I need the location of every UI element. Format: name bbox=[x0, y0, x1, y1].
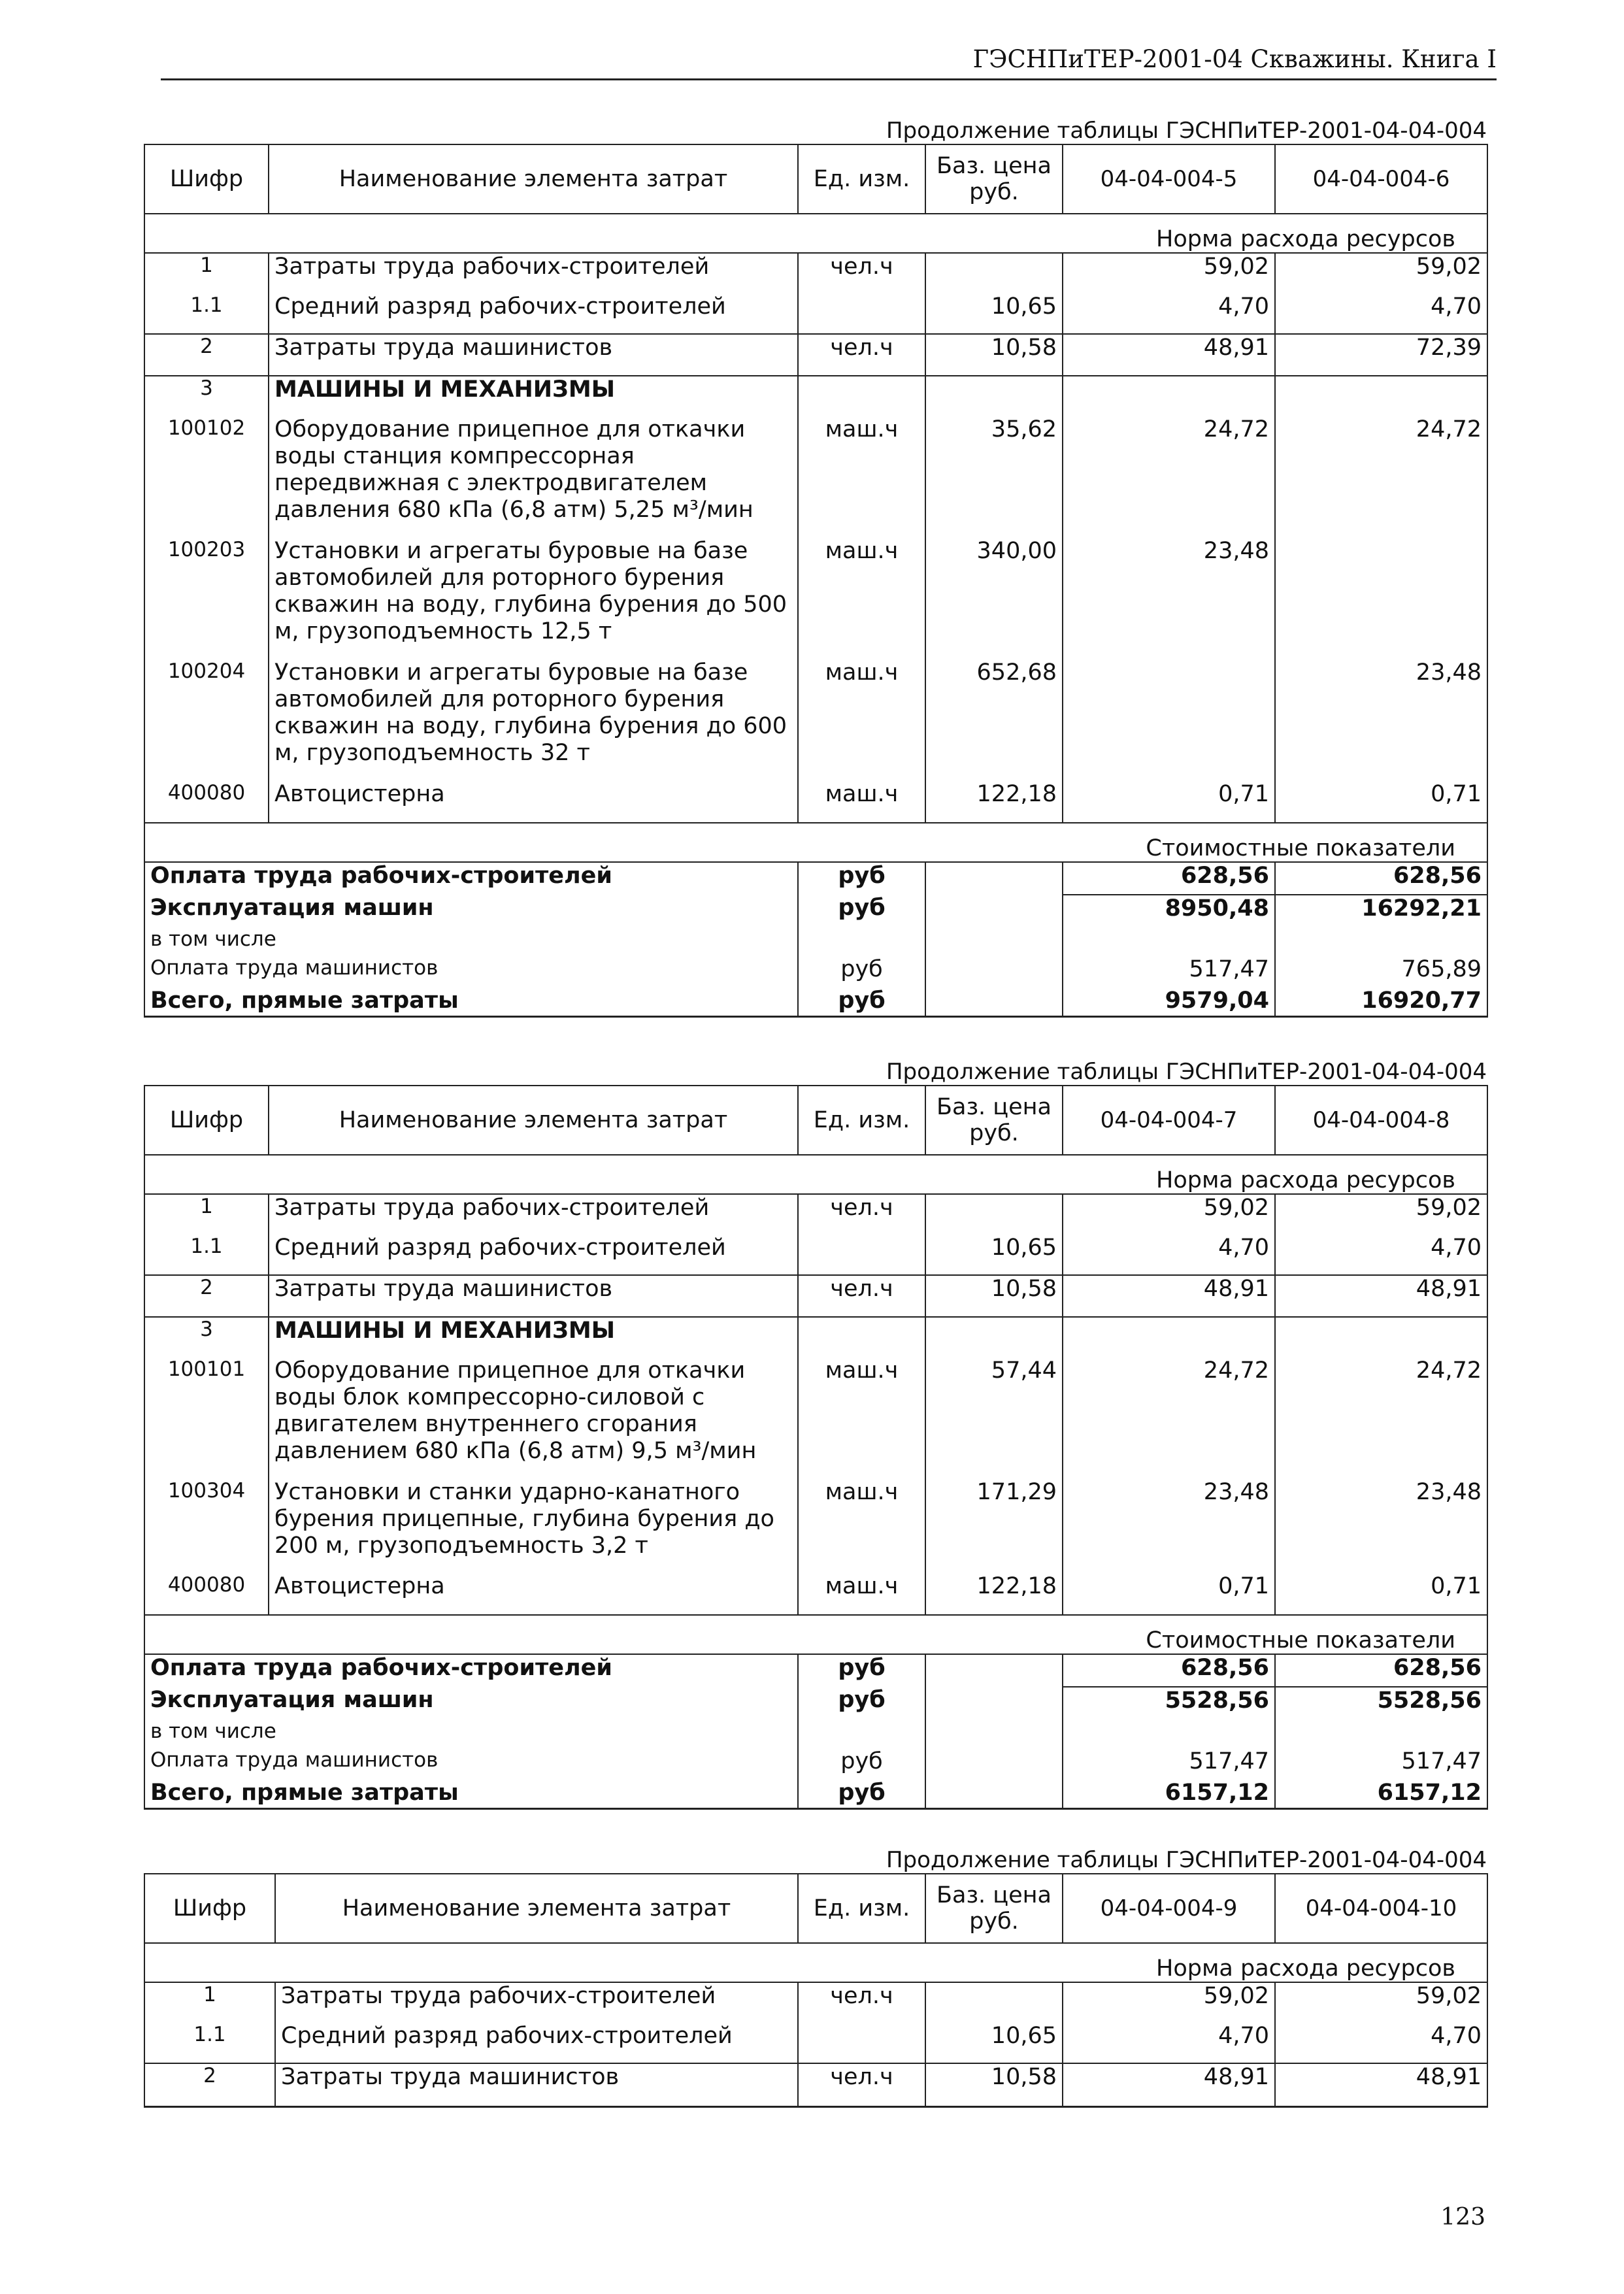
table-header-row bbox=[144, 144, 1487, 214]
table-row bbox=[144, 538, 1487, 659]
row-name: Оборудование прицепное для откачки воды станция компрессорная передвижная с электродвигателем давления 680 кПа (6,8 атм) 5,25 м³/мин bbox=[269, 416, 798, 538]
cost-row bbox=[144, 1687, 1487, 1720]
row-value-b: 48,91 bbox=[1275, 2063, 1487, 2106]
row-value-a: 23,48 bbox=[1063, 538, 1275, 659]
row-price: 10,65 bbox=[925, 1235, 1063, 1275]
row-value-a: 48,91 bbox=[1063, 2063, 1275, 2106]
row-value-b: 23,48 bbox=[1275, 659, 1487, 781]
row-unit: маш.ч bbox=[798, 781, 925, 823]
table-row bbox=[144, 1357, 1487, 1479]
row-price: 10,58 bbox=[925, 1275, 1063, 1317]
resource-table bbox=[144, 144, 1488, 1018]
row-unit: чел.ч bbox=[798, 1194, 925, 1235]
table-row bbox=[144, 2023, 1487, 2063]
cost-name: в том числе bbox=[144, 1720, 798, 1748]
row-code: 100102 bbox=[144, 416, 269, 538]
row-unit: маш.ч bbox=[798, 1573, 925, 1615]
row-code: 2 bbox=[144, 2063, 275, 2106]
row-name: Установки и агрегаты буровые на базе автомобилей для роторного бурения скважин на воду, глубина бурения до 500 м, грузоподъемность 12,5 т bbox=[269, 538, 798, 659]
cost-value-b: 628,56 bbox=[1275, 1654, 1487, 1687]
cost-value-a: 5528,56 bbox=[1063, 1687, 1275, 1720]
row-code: 1.1 bbox=[144, 2023, 275, 2063]
cost-section-row bbox=[144, 1615, 1487, 1654]
col-header-a: 04-04-004-7 bbox=[1063, 1086, 1275, 1155]
cost-name: в том числе bbox=[144, 927, 798, 956]
row-name: Затраты труда рабочих-строителей bbox=[269, 1194, 798, 1235]
machines-heading-row bbox=[144, 1317, 1487, 1357]
col-header-name: Наименование элемента затрат bbox=[275, 1874, 798, 1943]
row-price: 122,18 bbox=[925, 781, 1063, 823]
row-value-a: 59,02 bbox=[1063, 1194, 1275, 1235]
cost-unit: руб bbox=[798, 1748, 925, 1780]
cost-row bbox=[144, 1748, 1487, 1780]
col-header-unit: Ед. изм. bbox=[798, 1874, 925, 1943]
table-row bbox=[144, 293, 1487, 334]
col-header-a: 04-04-004-5 bbox=[1063, 144, 1275, 214]
col-header-b: 04-04-004-10 bbox=[1275, 1874, 1487, 1943]
row-code: 100203 bbox=[144, 538, 269, 659]
row-price bbox=[925, 253, 1063, 293]
cost-row bbox=[144, 956, 1487, 988]
table-caption: Продолжение таблицы ГЭСНПиТЕР-2001-04-04-004 bbox=[886, 118, 1487, 144]
row-price: 10,65 bbox=[925, 293, 1063, 334]
machines-heading-row bbox=[144, 376, 1487, 416]
cost-value-b: 517,47 bbox=[1275, 1748, 1487, 1780]
machines-title: МАШИНЫ И МЕХАНИЗМЫ bbox=[269, 1317, 798, 1357]
table-caption: Продолжение таблицы ГЭСНПиТЕР-2001-04-04-004 bbox=[886, 1059, 1487, 1085]
row-name: Оборудование прицепное для откачки воды блок компрессорно-силовой с двигателем внутреннего сгорания давлением 680 кПа (6,8 атм) 9,5 м³/мин bbox=[269, 1357, 798, 1479]
page-number: 123 bbox=[1440, 2204, 1485, 2231]
cost-value-a: 9579,04 bbox=[1063, 988, 1275, 1016]
row-value-a: 24,72 bbox=[1063, 416, 1275, 538]
cost-row bbox=[144, 927, 1487, 956]
resource-table bbox=[144, 1873, 1488, 2108]
row-unit: чел.ч bbox=[798, 334, 925, 376]
table-row bbox=[144, 1194, 1487, 1235]
row-code: 1 bbox=[144, 1194, 269, 1235]
row-code: 400080 bbox=[144, 781, 269, 823]
row-unit bbox=[798, 1235, 925, 1275]
table-row bbox=[144, 1573, 1487, 1615]
machines-title: МАШИНЫ И МЕХАНИЗМЫ bbox=[269, 376, 798, 416]
cost-unit: руб bbox=[798, 1780, 925, 1808]
col-header-unit: Ед. изм. bbox=[798, 144, 925, 214]
row-unit bbox=[798, 293, 925, 334]
row-value-a: 4,70 bbox=[1063, 293, 1275, 334]
table-header-row bbox=[144, 1086, 1487, 1155]
norm-section-row bbox=[144, 1155, 1487, 1194]
row-value-b: 23,48 bbox=[1275, 1479, 1487, 1573]
col-header-code: Шифр bbox=[144, 1086, 269, 1155]
resource-table bbox=[144, 1085, 1488, 1810]
row-value-b: 72,39 bbox=[1275, 334, 1487, 376]
cost-value-b: 6157,12 bbox=[1275, 1780, 1487, 1808]
cost-value-b: 765,89 bbox=[1275, 956, 1487, 988]
row-unit: чел.ч bbox=[798, 253, 925, 293]
col-header-price: Баз. цена руб. bbox=[925, 1874, 1063, 1943]
cost-row bbox=[144, 1720, 1487, 1748]
cost-unit: руб bbox=[798, 956, 925, 988]
row-price: 171,29 bbox=[925, 1479, 1063, 1573]
row-value-b: 59,02 bbox=[1275, 1194, 1487, 1235]
row-code: 2 bbox=[144, 334, 269, 376]
cost-name: Всего, прямые затраты bbox=[144, 988, 798, 1016]
row-code: 2 bbox=[144, 1275, 269, 1317]
row-code: 1.1 bbox=[144, 293, 269, 334]
col-header-code: Шифр bbox=[144, 144, 269, 214]
table-caption: Продолжение таблицы ГЭСНПиТЕР-2001-04-04-004 bbox=[886, 1847, 1487, 1873]
cost-name: Эксплуатация машин bbox=[144, 895, 798, 927]
col-header-unit: Ед. изм. bbox=[798, 1086, 925, 1155]
row-code: 3 bbox=[144, 1317, 269, 1357]
cost-unit: руб bbox=[798, 1654, 925, 1687]
col-header-code: Шифр bbox=[144, 1874, 275, 1943]
row-value-a: 23,48 bbox=[1063, 1479, 1275, 1573]
cost-unit: руб bbox=[798, 1687, 925, 1720]
norm-section-row bbox=[144, 1943, 1487, 1982]
row-value-a: 48,91 bbox=[1063, 1275, 1275, 1317]
cost-row bbox=[144, 895, 1487, 927]
col-header-price: Баз. цена руб. bbox=[925, 1086, 1063, 1155]
row-unit: чел.ч bbox=[798, 1982, 925, 2023]
row-unit: чел.ч bbox=[798, 1275, 925, 1317]
row-name: Затраты труда машинистов bbox=[269, 1275, 798, 1317]
cost-value-a: 517,47 bbox=[1063, 956, 1275, 988]
cost-name: Всего, прямые затраты bbox=[144, 1780, 798, 1808]
row-value-b: 48,91 bbox=[1275, 1275, 1487, 1317]
row-value-b: 4,70 bbox=[1275, 2023, 1487, 2063]
row-value-b: 24,72 bbox=[1275, 416, 1487, 538]
cost-value-b: 16292,21 bbox=[1275, 895, 1487, 927]
cost-row-total bbox=[144, 988, 1487, 1016]
row-unit: маш.ч bbox=[798, 1357, 925, 1479]
row-value-b bbox=[1275, 538, 1487, 659]
row-name: Автоцистерна bbox=[269, 781, 798, 823]
col-header-b: 04-04-004-8 bbox=[1275, 1086, 1487, 1155]
row-value-b: 4,70 bbox=[1275, 293, 1487, 334]
row-price: 122,18 bbox=[925, 1573, 1063, 1615]
row-unit: чел.ч bbox=[798, 2063, 925, 2106]
row-code: 400080 bbox=[144, 1573, 269, 1615]
row-unit: маш.ч bbox=[798, 416, 925, 538]
row-name: Затраты труда машинистов bbox=[269, 334, 798, 376]
row-price bbox=[925, 1982, 1063, 2023]
cost-value-b: 5528,56 bbox=[1275, 1687, 1487, 1720]
row-value-b: 0,71 bbox=[1275, 781, 1487, 823]
row-value-b: 0,71 bbox=[1275, 1573, 1487, 1615]
cost-section-row bbox=[144, 823, 1487, 862]
cost-value-a: 8950,48 bbox=[1063, 895, 1275, 927]
row-name: Установки и станки ударно-канатного бурения прицепные, глубина бурения до 200 м, грузоподъемность 3,2 т bbox=[269, 1479, 798, 1573]
cost-value-b: 16920,77 bbox=[1275, 988, 1487, 1016]
cost-name: Оплата труда рабочих-строителей bbox=[144, 1654, 798, 1687]
table-row bbox=[144, 1275, 1487, 1317]
row-value-b: 59,02 bbox=[1275, 1982, 1487, 2023]
row-price: 10,58 bbox=[925, 334, 1063, 376]
row-name: Средний разряд рабочих-строителей bbox=[275, 2023, 798, 2063]
row-price: 10,65 bbox=[925, 2023, 1063, 2063]
cost-value-b: 628,56 bbox=[1275, 862, 1487, 895]
row-value-b: 59,02 bbox=[1275, 253, 1487, 293]
col-header-price: Баз. цена руб. bbox=[925, 144, 1063, 214]
table-header-row bbox=[144, 1874, 1487, 1943]
cost-row bbox=[144, 862, 1487, 895]
row-unit: маш.ч bbox=[798, 659, 925, 781]
row-price: 652,68 bbox=[925, 659, 1063, 781]
cost-unit: руб bbox=[798, 988, 925, 1016]
row-code: 3 bbox=[144, 376, 269, 416]
cost-name: Оплата труда машинистов bbox=[144, 956, 798, 988]
table-row bbox=[144, 416, 1487, 538]
row-price: 340,00 bbox=[925, 538, 1063, 659]
table-row bbox=[144, 659, 1487, 781]
cost-name: Эксплуатация машин bbox=[144, 1687, 798, 1720]
row-code: 1 bbox=[144, 1982, 275, 2023]
row-price: 57,44 bbox=[925, 1357, 1063, 1479]
cost-row bbox=[144, 1654, 1487, 1687]
row-name: Средний разряд рабочих-строителей bbox=[269, 1235, 798, 1275]
row-name: Автоцистерна bbox=[269, 1573, 798, 1615]
cost-label: Стоимостные показатели bbox=[144, 1615, 1487, 1654]
cost-value-a: 628,56 bbox=[1063, 1654, 1275, 1687]
row-value-a: 0,71 bbox=[1063, 1573, 1275, 1615]
row-code: 100304 bbox=[144, 1479, 269, 1573]
cost-value-a: 517,47 bbox=[1063, 1748, 1275, 1780]
col-header-b: 04-04-004-6 bbox=[1275, 144, 1487, 214]
cost-value-a: 6157,12 bbox=[1063, 1780, 1275, 1808]
norm-label: Норма расхода ресурсов bbox=[144, 214, 1487, 253]
table-row bbox=[144, 1982, 1487, 2023]
row-price bbox=[925, 1194, 1063, 1235]
norm-section-row bbox=[144, 214, 1487, 253]
cost-value-a: 628,56 bbox=[1063, 862, 1275, 895]
table-row bbox=[144, 253, 1487, 293]
table-row bbox=[144, 1479, 1487, 1573]
cost-name: Оплата труда рабочих-строителей bbox=[144, 862, 798, 895]
col-header-name: Наименование элемента затрат bbox=[269, 1086, 798, 1155]
row-value-a: 4,70 bbox=[1063, 2023, 1275, 2063]
norm-label: Норма расхода ресурсов bbox=[144, 1155, 1487, 1194]
running-header bbox=[161, 26, 1497, 80]
row-code: 100101 bbox=[144, 1357, 269, 1479]
row-code: 1.1 bbox=[144, 1235, 269, 1275]
row-name: Средний разряд рабочих-строителей bbox=[269, 293, 798, 334]
row-price: 10,58 bbox=[925, 2063, 1063, 2106]
norm-label: Норма расхода ресурсов bbox=[144, 1943, 1487, 1982]
row-value-b: 4,70 bbox=[1275, 1235, 1487, 1275]
row-name: Затраты труда машинистов bbox=[275, 2063, 798, 2106]
col-header-name: Наименование элемента затрат bbox=[269, 144, 798, 214]
row-name: Установки и агрегаты буровые на базе автомобилей для роторного бурения скважин на воду, глубина бурения до 600 м, грузоподъемность 32 т bbox=[269, 659, 798, 781]
cost-name: Оплата труда машинистов bbox=[144, 1748, 798, 1780]
row-unit: маш.ч bbox=[798, 1479, 925, 1573]
row-code: 1 bbox=[144, 253, 269, 293]
table-row bbox=[144, 781, 1487, 823]
row-name: Затраты труда рабочих-строителей bbox=[275, 1982, 798, 2023]
cost-unit: руб bbox=[798, 895, 925, 927]
row-price: 35,62 bbox=[925, 416, 1063, 538]
row-unit bbox=[798, 2023, 925, 2063]
row-value-a bbox=[1063, 659, 1275, 781]
row-value-a: 59,02 bbox=[1063, 1982, 1275, 2023]
row-name: Затраты труда рабочих-строителей bbox=[269, 253, 798, 293]
row-value-a: 0,71 bbox=[1063, 781, 1275, 823]
row-value-a: 48,91 bbox=[1063, 334, 1275, 376]
row-value-b: 24,72 bbox=[1275, 1357, 1487, 1479]
row-code: 100204 bbox=[144, 659, 269, 781]
row-value-a: 4,70 bbox=[1063, 1235, 1275, 1275]
table-row bbox=[144, 1235, 1487, 1275]
cost-row-total bbox=[144, 1780, 1487, 1808]
running-head-text: ГЭСНПиТЕР-2001-04 Скважины. Книга I bbox=[972, 45, 1497, 73]
table-row bbox=[144, 2063, 1487, 2106]
row-value-a: 59,02 bbox=[1063, 253, 1275, 293]
row-value-a: 24,72 bbox=[1063, 1357, 1275, 1479]
cost-unit: руб bbox=[798, 862, 925, 895]
cost-label: Стоимостные показатели bbox=[144, 823, 1487, 862]
row-unit: маш.ч bbox=[798, 538, 925, 659]
table-row bbox=[144, 334, 1487, 376]
col-header-a: 04-04-004-9 bbox=[1063, 1874, 1275, 1943]
